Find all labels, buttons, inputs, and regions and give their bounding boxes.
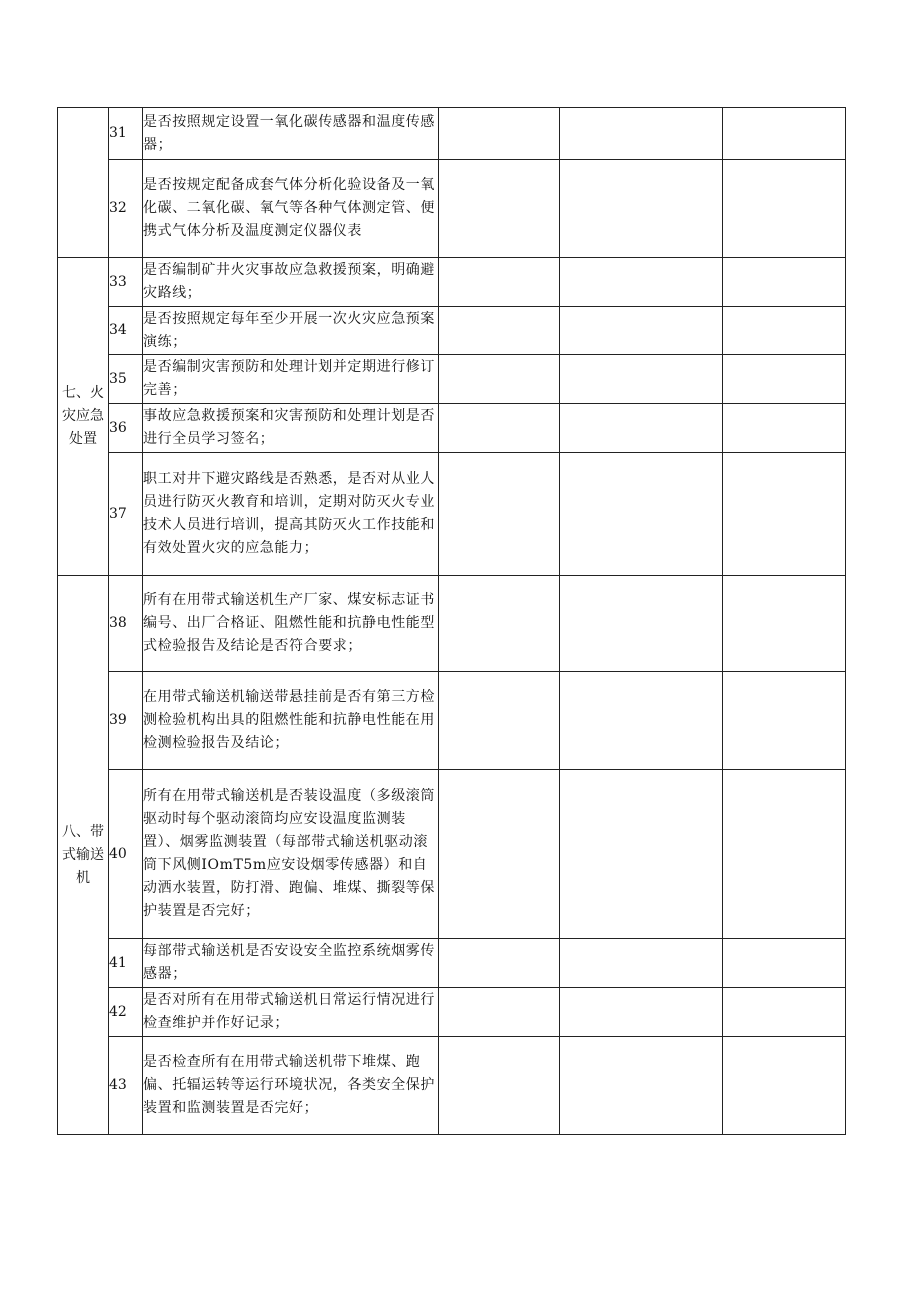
table-row: [58, 1037, 846, 1135]
category-cell: [58, 108, 109, 258]
evidence-cell[interactable]: [560, 453, 723, 576]
remark-cell[interactable]: [723, 160, 846, 258]
evidence-cell[interactable]: [560, 258, 723, 307]
result-cell[interactable]: [439, 108, 560, 160]
result-cell[interactable]: [439, 258, 560, 307]
result-cell[interactable]: [439, 988, 560, 1037]
item-text: 是否按照规定设置一氧化碳传感器和温度传感器；: [143, 108, 439, 160]
item-text: 是否编制灾害预防和处理计划并定期进行修订完善；: [143, 355, 439, 404]
table-row: [58, 453, 846, 576]
table-row: [58, 988, 846, 1037]
remark-cell[interactable]: [723, 1037, 846, 1135]
remark-cell[interactable]: [723, 404, 846, 453]
result-cell[interactable]: [439, 404, 560, 453]
item-number: 38: [109, 576, 143, 672]
item-number: 40: [109, 770, 143, 939]
result-cell[interactable]: [439, 1037, 560, 1135]
result-cell[interactable]: [439, 307, 560, 355]
evidence-cell[interactable]: [560, 355, 723, 404]
category-cell: [58, 258, 109, 576]
remark-cell[interactable]: [723, 576, 846, 672]
item-text: 是否对所有在用带式输送机日常运行情况进行检查维护并作好记录；: [143, 988, 439, 1037]
remark-cell[interactable]: [723, 453, 846, 576]
evidence-cell[interactable]: [560, 988, 723, 1037]
item-number: 43: [109, 1037, 143, 1135]
item-number: 41: [109, 939, 143, 988]
remark-cell[interactable]: [723, 355, 846, 404]
table-row: [58, 307, 846, 355]
result-cell[interactable]: [439, 770, 560, 939]
remark-cell[interactable]: [723, 108, 846, 160]
remark-cell[interactable]: [723, 672, 846, 770]
table-row: [58, 939, 846, 988]
item-text: 是否按规定配备成套气体分析化验设备及一氧化碳、二氧化碳、氧气等各种气体测定管、便携式气体分析及温度测定仪器仪表: [143, 160, 439, 258]
evidence-cell[interactable]: [560, 770, 723, 939]
table-row: [58, 160, 846, 258]
table-row: [58, 258, 846, 307]
item-text: 所有在用带式输送机是否装设温度（多级滚筒驱动时每个驱动滚筒均应安设温度监测装置）、烟雾监测装置（每部带式输送机驱动滚筒下风侧IOmT5m应安设烟零传感器）和自动洒水装置，防打滑、跑偏、堆煤、撕裂等保护装置是否完好；: [143, 770, 439, 939]
item-number: 33: [109, 258, 143, 307]
item-number: 42: [109, 988, 143, 1037]
evidence-cell[interactable]: [560, 1037, 723, 1135]
remark-cell[interactable]: [723, 770, 846, 939]
item-number: 36: [109, 404, 143, 453]
item-text: 每部带式输送机是否安设安全监控系统烟雾传感器；: [143, 939, 439, 988]
table-row: [58, 672, 846, 770]
item-number: 32: [109, 160, 143, 258]
evidence-cell[interactable]: [560, 576, 723, 672]
remark-cell[interactable]: [723, 988, 846, 1037]
item-text: 职工对井下避灾路线是否熟悉，是否对从业人员进行防灭火教育和培训，定期对防灭火专业技术人员进行培训，提高其防灭火工作技能和有效处置火灾的应急能力；: [143, 453, 439, 576]
result-cell[interactable]: [439, 939, 560, 988]
remark-cell[interactable]: [723, 939, 846, 988]
item-text: 是否按照规定每年至少开展一次火灾应急预案演练；: [143, 307, 439, 355]
evidence-cell[interactable]: [560, 307, 723, 355]
item-text: 所有在用带式输送机生产厂家、煤安标志证书编号、出厂合格证、阻燃性能和抗静电性能型式检验报告及结论是否符合要求；: [143, 576, 439, 672]
result-cell[interactable]: [439, 576, 560, 672]
table-row: [58, 576, 846, 672]
item-number: 39: [109, 672, 143, 770]
result-cell[interactable]: [439, 453, 560, 576]
evidence-cell[interactable]: [560, 160, 723, 258]
item-number: 35: [109, 355, 143, 404]
table-row: [58, 355, 846, 404]
result-cell[interactable]: [439, 355, 560, 404]
item-text: 在用带式输送机输送带悬挂前是否有第三方检测检验机构出具的阻燃性能和抗静电性能在用检测检验报告及结论；: [143, 672, 439, 770]
remark-cell[interactable]: [723, 307, 846, 355]
table-row: [58, 404, 846, 453]
item-text: 事故应急救援预案和灾害预防和处理计划是否进行全员学习签名；: [143, 404, 439, 453]
item-number: 37: [109, 453, 143, 576]
evidence-cell[interactable]: [560, 672, 723, 770]
remark-cell[interactable]: [723, 258, 846, 307]
result-cell[interactable]: [439, 672, 560, 770]
evidence-cell[interactable]: [560, 404, 723, 453]
item-number: 34: [109, 307, 143, 355]
category-label: 七、火灾应急处置: [62, 385, 104, 447]
category-label: 八、带式输送机: [62, 823, 104, 886]
result-cell[interactable]: [439, 160, 560, 258]
evidence-cell[interactable]: [560, 108, 723, 160]
item-text: 是否检查所有在用带式输送机带下堆煤、跑偏、托辐运转等运行环境状况，各类安全保护装置和监测装置是否完好；: [143, 1037, 439, 1135]
inspection-checklist-table: [57, 107, 846, 1135]
item-text: 是否编制矿井火灾事故应急救援预案，明确避灾路线；: [143, 258, 439, 307]
item-number: 31: [109, 108, 143, 160]
table-row: [58, 770, 846, 939]
evidence-cell[interactable]: [560, 939, 723, 988]
table-row: [58, 108, 846, 160]
category-cell: [58, 576, 109, 1135]
